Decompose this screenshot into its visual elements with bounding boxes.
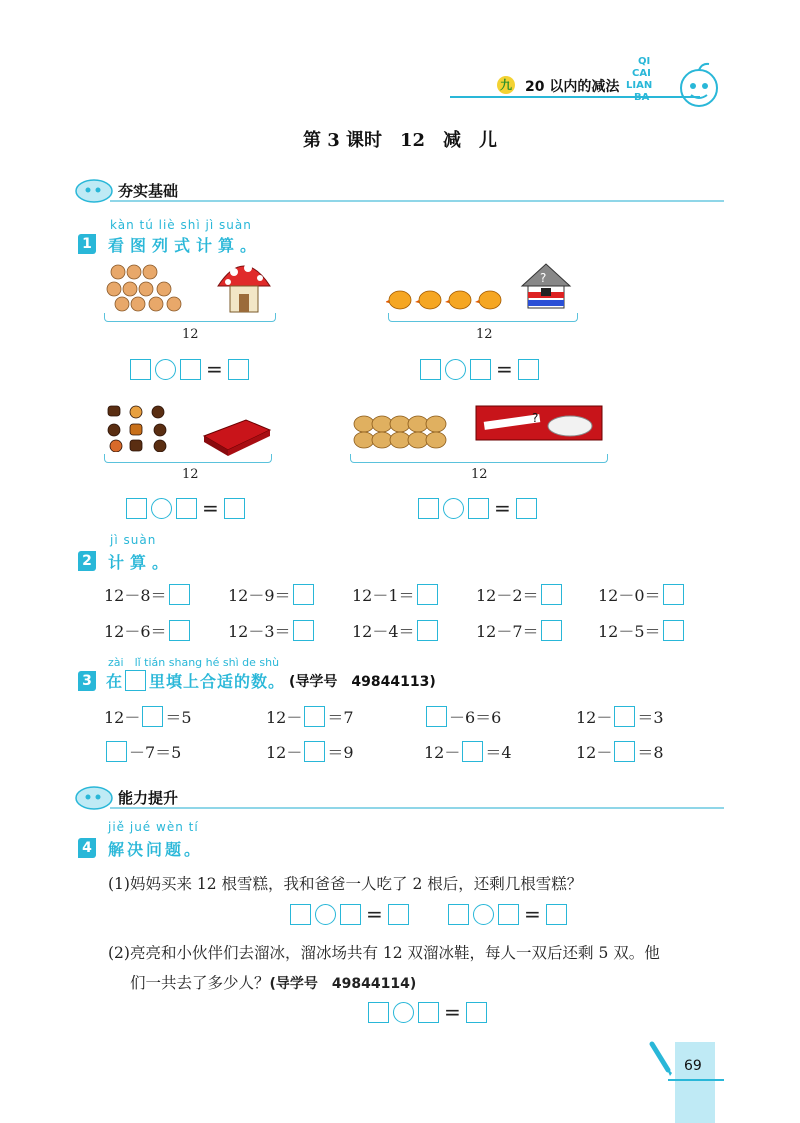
q3-post: ＝8 bbox=[637, 743, 664, 762]
q2-item bbox=[598, 583, 684, 606]
section-title-basics: 夯实基础 bbox=[118, 182, 179, 200]
q3-post: ＝7 bbox=[327, 708, 354, 727]
q3-item bbox=[576, 740, 664, 763]
equals-sign: = bbox=[202, 496, 219, 520]
q2-pinyin: jì suàn bbox=[110, 533, 157, 547]
q2-item bbox=[598, 619, 684, 642]
answer-box[interactable] bbox=[293, 584, 314, 605]
q2-item-text: 12－5＝ bbox=[598, 622, 661, 641]
svg-text:?: ? bbox=[532, 411, 539, 425]
q3-pre: 12－ bbox=[266, 743, 303, 762]
logo-text-cai: CAI bbox=[632, 68, 651, 79]
answer-box[interactable] bbox=[614, 706, 635, 727]
answer-box[interactable] bbox=[426, 706, 447, 727]
answer-box[interactable] bbox=[663, 620, 684, 641]
answer-box[interactable] bbox=[180, 359, 201, 380]
q2-title: 计算。 bbox=[108, 553, 175, 572]
q2-item-text: 12－4＝ bbox=[352, 622, 415, 641]
answer-box[interactable] bbox=[546, 904, 567, 925]
kitten-group-icon bbox=[106, 262, 186, 312]
answer-box[interactable] bbox=[126, 498, 147, 519]
chapter-title: 20 以内的减法 bbox=[525, 79, 620, 95]
logo-text-ba: BA bbox=[634, 92, 650, 103]
answer-box[interactable] bbox=[304, 741, 325, 762]
svg-text:?: ? bbox=[540, 271, 547, 285]
answer-box[interactable] bbox=[368, 1002, 389, 1023]
q3-title-a: 在 bbox=[106, 672, 123, 691]
answer-box[interactable] bbox=[228, 359, 249, 380]
chapter-badge: 九 bbox=[497, 76, 515, 94]
q1-brace-3 bbox=[104, 454, 272, 463]
lesson-title: 第 3 课时 12 减 儿 bbox=[302, 130, 498, 151]
apple-mascot-icon bbox=[674, 60, 724, 110]
answer-box[interactable] bbox=[106, 741, 127, 762]
answer-box[interactable] bbox=[418, 498, 439, 519]
operator-circle[interactable] bbox=[443, 498, 464, 519]
q2-item bbox=[104, 619, 190, 642]
answer-box[interactable] bbox=[541, 584, 562, 605]
answer-box[interactable] bbox=[169, 584, 190, 605]
answer-box[interactable] bbox=[462, 741, 483, 762]
answer-box[interactable] bbox=[466, 1002, 487, 1023]
answer-box[interactable] bbox=[224, 498, 245, 519]
q3-post: －6＝6 bbox=[449, 708, 502, 727]
equals-sign: = bbox=[496, 357, 513, 381]
q2-item bbox=[476, 619, 562, 642]
q4-ref: (导学号 49844114) bbox=[269, 976, 417, 992]
q1-brace-2 bbox=[388, 313, 578, 322]
q1-formula-4 bbox=[418, 498, 537, 519]
answer-box[interactable] bbox=[498, 904, 519, 925]
equals-sign: = bbox=[206, 357, 223, 381]
answer-box[interactable] bbox=[293, 620, 314, 641]
q3-post: －7＝5 bbox=[129, 743, 182, 762]
example-box bbox=[125, 670, 146, 691]
q1-formula-3 bbox=[126, 498, 245, 519]
q4-formula-1a bbox=[290, 904, 409, 925]
q3-pre: 12－ bbox=[576, 708, 613, 727]
logo-text-qi: QI bbox=[638, 56, 651, 67]
answer-box[interactable] bbox=[516, 498, 537, 519]
q3-item bbox=[424, 740, 512, 763]
q2-item bbox=[228, 583, 314, 606]
section-title-ability: 能力提升 bbox=[118, 789, 179, 807]
q3-post: ＝4 bbox=[485, 743, 512, 762]
q4-formula-1b bbox=[448, 904, 567, 925]
q2-item-text: 12－7＝ bbox=[476, 622, 539, 641]
answer-box[interactable] bbox=[142, 706, 163, 727]
answer-box[interactable] bbox=[176, 498, 197, 519]
section-divider-basics bbox=[110, 180, 724, 202]
logo bbox=[618, 56, 728, 112]
q2-item bbox=[352, 619, 438, 642]
q3-item bbox=[576, 705, 664, 728]
q1-pinyin: kàn tú liè shì jì suàn bbox=[110, 218, 252, 232]
q3-item bbox=[266, 705, 354, 728]
bird-house-icon bbox=[518, 262, 574, 318]
answer-box[interactable] bbox=[417, 584, 438, 605]
q2-item bbox=[476, 583, 562, 606]
q3-item bbox=[424, 705, 501, 728]
q1-formula-2 bbox=[420, 359, 539, 380]
q2-item-text: 12－8＝ bbox=[104, 586, 167, 605]
equals-sign: = bbox=[494, 496, 511, 520]
chocolate-box-icon bbox=[200, 416, 272, 456]
pencil-icon bbox=[648, 1040, 674, 1080]
operator-circle[interactable] bbox=[445, 359, 466, 380]
q3-pre: 12－ bbox=[104, 708, 141, 727]
page-tab bbox=[675, 1042, 715, 1123]
q1-formula-1 bbox=[130, 359, 249, 380]
q3-item bbox=[104, 705, 192, 728]
equals-sign: = bbox=[444, 1000, 461, 1024]
q3-pre: 12－ bbox=[266, 708, 303, 727]
answer-box[interactable] bbox=[340, 904, 361, 925]
operator-circle[interactable] bbox=[473, 904, 494, 925]
q4-problem-2-line1: (2)亮亮和小伙伴们去溜冰，溜冰场共有 12 双溜冰鞋，每人一双后还剩 5 双。他 bbox=[108, 944, 660, 962]
q3-pre: 12－ bbox=[576, 743, 613, 762]
q2-item-text: 12－6＝ bbox=[104, 622, 167, 641]
q3-post: ＝5 bbox=[165, 708, 192, 727]
q1-label-3: 12 bbox=[182, 467, 199, 482]
section-divider-ability bbox=[110, 787, 724, 809]
answer-box[interactable] bbox=[448, 904, 469, 925]
answer-box[interactable] bbox=[470, 359, 491, 380]
q4-problem-2-text: 们一共去了多少人？ bbox=[130, 974, 270, 992]
answer-box[interactable] bbox=[169, 620, 190, 641]
q3-title-b: 里填上合适的数。 bbox=[149, 672, 286, 691]
q2-item-text: 12－2＝ bbox=[476, 586, 539, 605]
equals-sign: = bbox=[524, 902, 541, 926]
answer-box[interactable] bbox=[420, 359, 441, 380]
answer-box[interactable] bbox=[130, 359, 151, 380]
answer-box[interactable] bbox=[290, 904, 311, 925]
answer-box[interactable] bbox=[417, 620, 438, 641]
answer-box[interactable] bbox=[388, 904, 409, 925]
q3-item bbox=[104, 740, 181, 763]
chocolates-image bbox=[104, 404, 174, 452]
q1-label-4: 12 bbox=[471, 467, 488, 482]
q3-item bbox=[266, 740, 354, 763]
q4-title: 解决问题。 bbox=[108, 840, 204, 859]
q2-item bbox=[352, 583, 438, 606]
q3-title bbox=[106, 669, 436, 692]
snack-packages-icon bbox=[474, 402, 604, 446]
q4-problem-2-line2 bbox=[130, 971, 416, 993]
q1-brace-1 bbox=[104, 313, 276, 322]
q2-item-text: 12－3＝ bbox=[228, 622, 291, 641]
q4-number: 4 bbox=[78, 838, 96, 858]
q1-title: 看图列式计算。 bbox=[108, 236, 263, 255]
q3-post: ＝9 bbox=[327, 743, 354, 762]
q2-item bbox=[228, 619, 314, 642]
q1-label-1: 12 bbox=[182, 327, 199, 342]
q4-problem-1: (1)妈妈买来 12 根雪糕，我和爸爸一人吃了 2 根后，还剩几根雪糕？ bbox=[108, 875, 583, 893]
answer-box[interactable] bbox=[541, 620, 562, 641]
operator-circle[interactable] bbox=[151, 498, 172, 519]
answer-box[interactable] bbox=[418, 1002, 439, 1023]
section-mascot-icon bbox=[74, 178, 114, 204]
q2-item bbox=[104, 583, 190, 606]
q2-item-text: 12－1＝ bbox=[352, 586, 415, 605]
equals-sign: = bbox=[366, 902, 383, 926]
answer-box[interactable] bbox=[518, 359, 539, 380]
q1-label-2: 12 bbox=[476, 327, 493, 342]
page-number: 69 bbox=[684, 1058, 702, 1074]
q3-pinyin: zài lǐ tián shang hé shì de shù bbox=[108, 656, 280, 669]
answer-box[interactable] bbox=[468, 498, 489, 519]
answer-box[interactable] bbox=[304, 706, 325, 727]
answer-box[interactable] bbox=[663, 584, 684, 605]
q3-number: 3 bbox=[78, 671, 96, 691]
operator-circle[interactable] bbox=[315, 904, 336, 925]
q3-ref: (导学号 49844113) bbox=[289, 673, 436, 690]
operator-circle[interactable] bbox=[393, 1002, 414, 1023]
operator-circle[interactable] bbox=[155, 359, 176, 380]
q1-brace-4 bbox=[350, 454, 608, 463]
q4-pinyin: jiě jué wèn tí bbox=[108, 820, 199, 834]
section-mascot-icon bbox=[74, 785, 114, 811]
kittens-image bbox=[106, 262, 186, 312]
q4-formula-2 bbox=[368, 1002, 487, 1023]
answer-box[interactable] bbox=[614, 741, 635, 762]
q3-pre: 12－ bbox=[424, 743, 461, 762]
cookies-image bbox=[352, 412, 448, 452]
q3-post: ＝3 bbox=[637, 708, 664, 727]
logo-text-lian: LIAN bbox=[626, 80, 653, 91]
page-number-line bbox=[668, 1079, 724, 1081]
q2-item-text: 12－0＝ bbox=[598, 586, 661, 605]
mushroom-house-icon bbox=[214, 256, 274, 314]
q2-item-text: 12－9＝ bbox=[228, 586, 291, 605]
q2-number: 2 bbox=[78, 551, 96, 571]
q1-number: 1 bbox=[78, 234, 96, 254]
